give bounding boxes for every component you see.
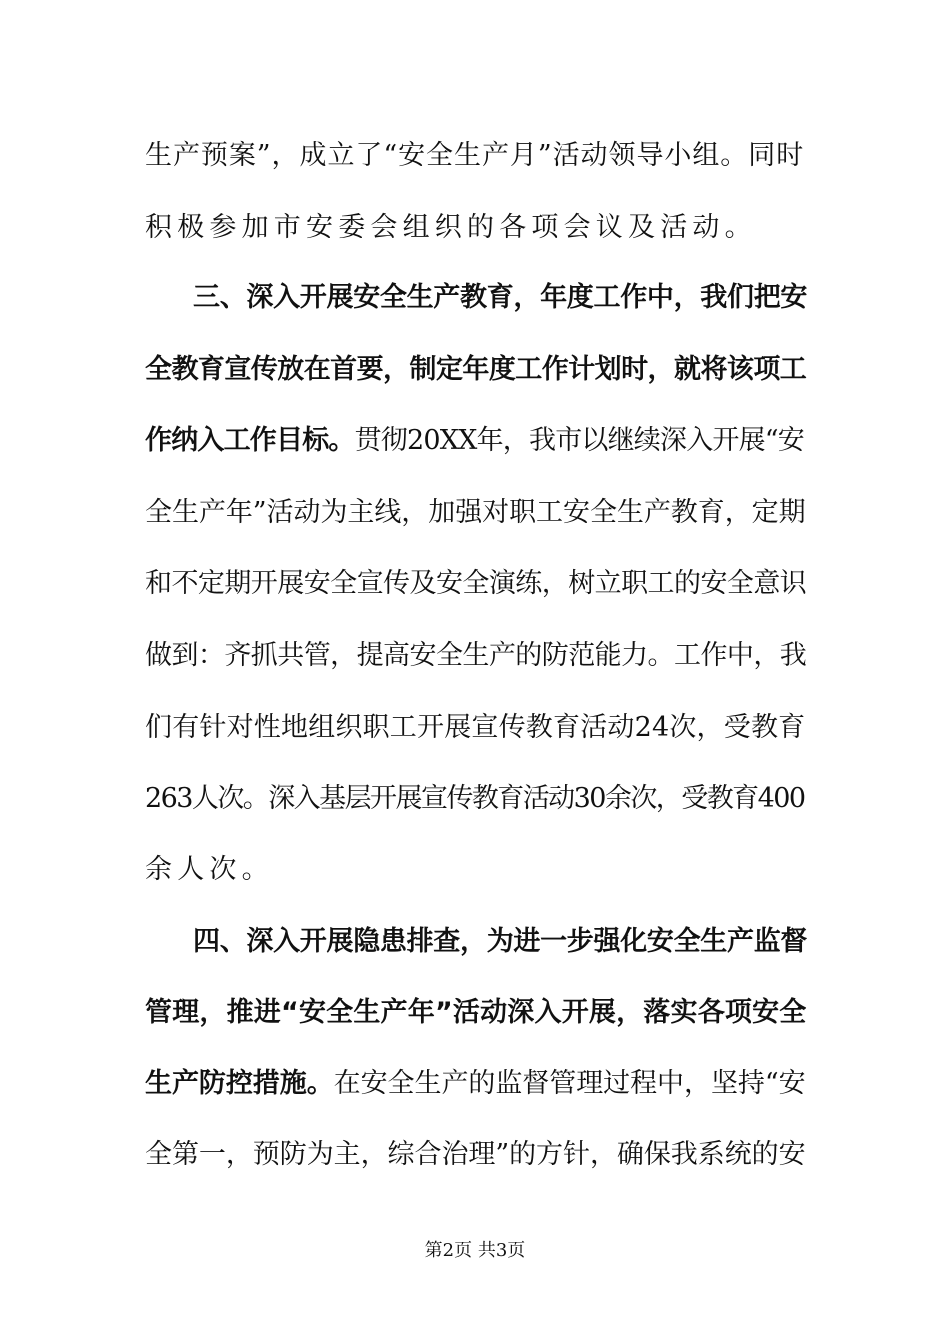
body-line [145,1137,807,1173]
heading-text: 三、深入开展安全生产教育，年度工作中，我们把安 [193,282,808,313]
heading-text: 全教育宣传放在首要，制定年度工作计划时，就将该项工 [145,354,807,385]
body-text: 263人次。深入基层开展宣传教育活动30余次，受教育400 [145,783,805,814]
section-heading-three [193,280,807,316]
mixed-line [145,423,807,459]
body-line [145,210,807,246]
body-line [145,852,807,888]
body-line [145,638,807,674]
section-heading-four-cont [145,995,807,1031]
section-heading-three-cont [145,352,807,388]
body-text: 全生产年”活动为主线，加强对职工安全生产教育，定期 [145,497,806,528]
mixed-line [145,1066,807,1102]
body-text: 们有针对性地组织职工开展宣传教育活动24次，受教育 [145,712,806,743]
body-text: 和不定期开展安全宣传及安全演练，树立职工的安全意识 [145,568,807,599]
section-heading-four [193,924,807,960]
heading-text: 管理，推进“安全生产年”活动深入开展，落实各项安全 [145,997,807,1028]
body-text: 生产预案”，成立了“安全生产月”活动领导小组。同时 [145,140,805,171]
heading-text: 四、深入开展隐患排查，为进一步强化安全生产监督 [193,926,808,957]
body-text: 积极参加市安委会组织的各项会议及活动。 [145,212,757,243]
body-line [145,781,807,817]
page-number: 第2页 共3页 [424,1240,526,1261]
body-line [145,138,807,174]
body-line [145,566,807,602]
body-line [145,710,807,746]
heading-text: 生产防控措施。 [145,1068,334,1099]
heading-text: 作纳入工作目标。 [145,425,355,456]
body-text: 全第一，预防为主，综合治理”的方针，确保我系统的安 [145,1139,806,1170]
body-text: 贯彻20XX年，我市以继续深入开展“安 [354,425,805,456]
body-text: 余人次。 [145,854,274,885]
body-text: 做到：齐抓共管，提高安全生产的防范能力。工作中，我 [145,640,807,671]
body-line [145,495,807,531]
body-text: 在安全生产的监督管理过程中，坚持“安 [333,1068,806,1099]
page-footer [0,1239,950,1263]
